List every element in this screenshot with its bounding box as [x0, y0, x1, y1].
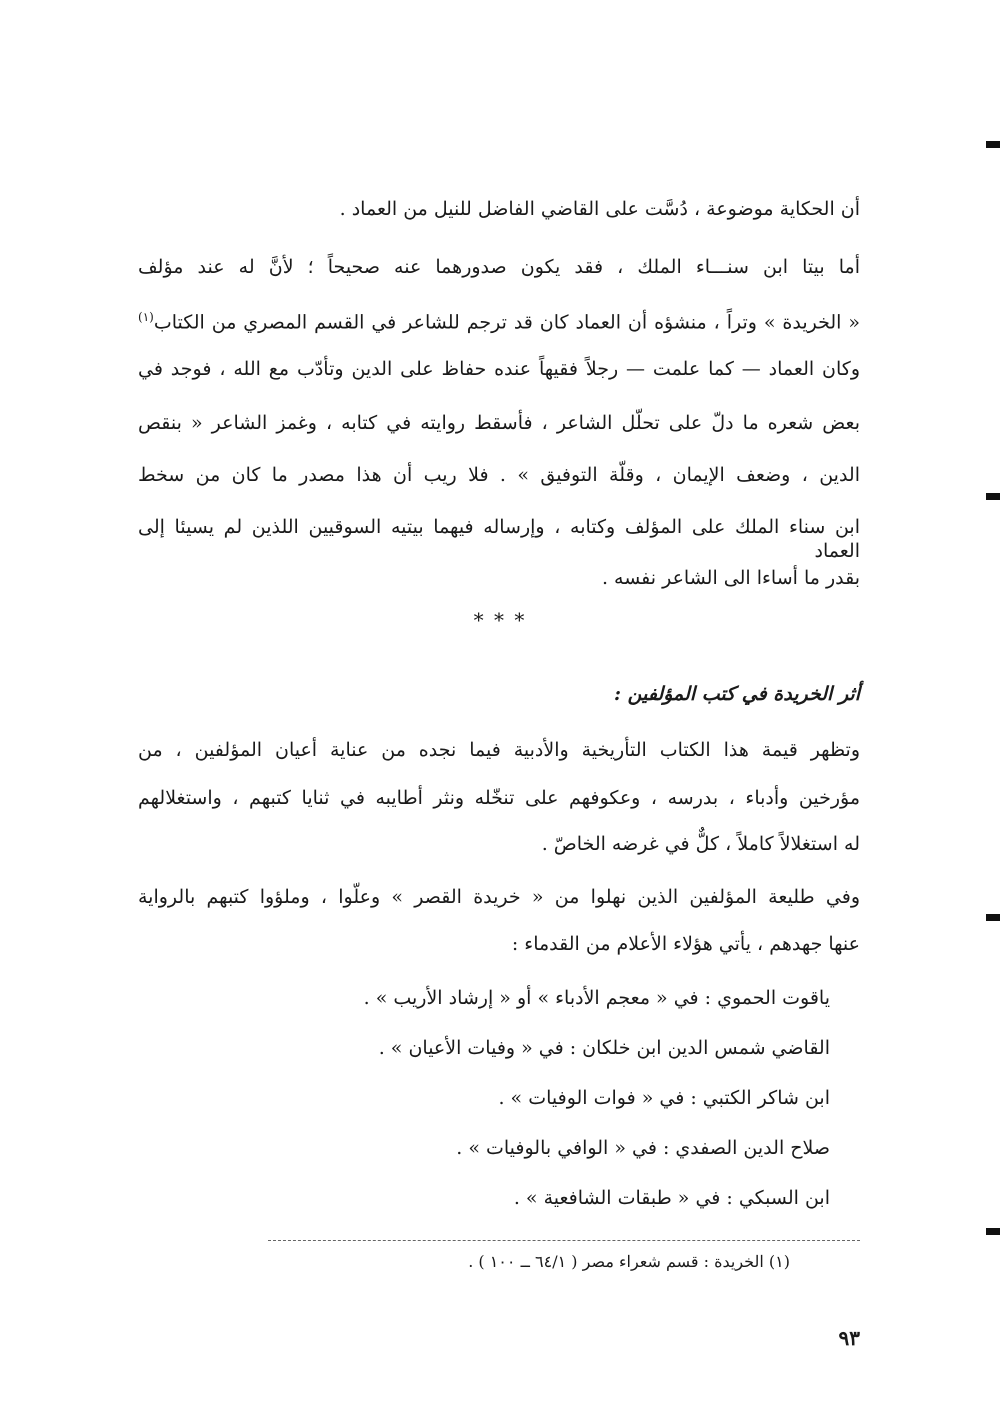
text-line-content: « الخريدة » وتراً ، منشؤه أن العماد كان قد ترجم للشاعر في القسم المصري من الكتاب	[153, 311, 860, 334]
text-line: أما بيتا ابن سنـــاء الملك ، فقد يكون صدورهما عنه صحيحاً ؛ لأنَّ له عند مؤلف	[138, 256, 860, 278]
text-line: عنها جهدهم ، يأتي هؤلاء الأعلام من القدماء :	[511, 933, 860, 955]
edge-tab-mark	[986, 141, 1000, 148]
edge-tab-mark	[986, 493, 1000, 500]
footnote: (١) الخريدة : قسم شعراء مصر ( ٦٤/١ ــ ١٠٠ ) .	[468, 1252, 790, 1271]
text-line: ابن سناء الملك على المؤلف وكتابه ، وإرساله فيهما بيتيه السوقيين اللذين لم يسيئا إلى العماد	[138, 516, 860, 562]
list-item: صلاح الدين الصفدي : في « الوافي بالوفيات » .	[456, 1137, 830, 1159]
text-line: وتظهر قيمة هذا الكتاب التأريخية والأدبية فيما نجده من عناية أعيان المؤلفين ، من	[138, 739, 860, 761]
edge-tab-mark	[986, 914, 1000, 921]
text-line: وفي طليعة المؤلفين الذين نهلوا من « خريدة القصر » وعلّوا ، وملؤوا كتبهم بالرواية	[138, 886, 860, 908]
text-line: أن الحكاية موضوعة ، دُسَّت على القاضي الفاضل للنيل من العماد .	[339, 198, 860, 220]
edge-tab-mark	[986, 1228, 1000, 1235]
page-number: ٩٣	[838, 1326, 860, 1350]
text-line: بقدر ما أساءا الى الشاعر نفسه .	[601, 567, 860, 589]
section-heading: أثر الخريدة في كتب المؤلفين :	[614, 683, 860, 705]
footnote-separator	[268, 1240, 860, 1241]
list-item: ياقوت الحموي : في « معجم الأدباء » أو « إرشاد الأريب » .	[363, 987, 830, 1009]
text-line: له استغلالاً كاملاً ، كلٌّ في غرضه الخاصّ .	[541, 833, 860, 855]
list-item: ابن شاكر الكتبي : في « فوات الوفيات » .	[498, 1087, 830, 1109]
list-item: القاضي شمس الدين ابن خلكان : في « وفيات الأعيان » .	[378, 1037, 830, 1059]
footnote-marker: (١)	[138, 310, 154, 324]
list-item: ابن السبكي : في « طبقات الشافعية » .	[513, 1187, 830, 1209]
text-line: الدين ، وضعف الإيمان ، وقلّة التوفيق » . فلا ريب أن هذا مصدر ما كان من سخط	[138, 464, 860, 486]
text-line	[138, 305, 860, 334]
text-line: بعض شعره ما دلّ على تحلّل الشاعر ، فأسقط روايته في كتابه ، وغمز الشاعر « بنقص	[138, 412, 860, 434]
text-line: مؤرخين وأدباء ، بدرسه ، وعكوفهم على تنخّله ونثر أطايبه في ثنايا كتبهم ، واستغلالهم	[138, 787, 860, 809]
section-divider-stars: * * *	[473, 608, 527, 632]
text-line: وكان العماد — كما علمت — رجلاً فقيهاً عنده حفاظ على الدين وتأدّب مع الله ، فوجد في	[138, 358, 860, 380]
